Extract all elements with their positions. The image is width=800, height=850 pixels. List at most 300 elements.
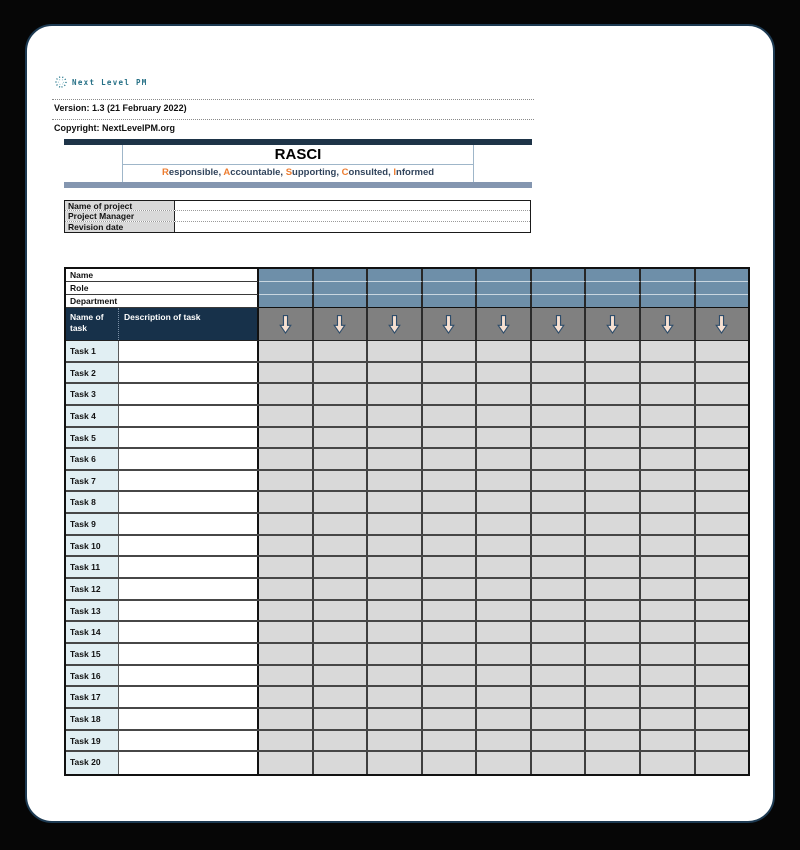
rasci-assignment-cell[interactable]	[532, 666, 587, 686]
rasci-assignment-cell[interactable]	[368, 449, 423, 469]
rasci-assignment-cell[interactable]	[259, 731, 314, 751]
rasci-assignment-cell[interactable]	[641, 601, 696, 621]
rasci-assignment-cell[interactable]	[477, 622, 532, 642]
rasci-assignment-cell[interactable]	[696, 579, 749, 599]
rasci-assignment-cell[interactable]	[423, 601, 478, 621]
rasci-assignment-cell[interactable]	[368, 644, 423, 664]
person-entry-cell[interactable]	[423, 282, 478, 295]
rasci-template-sheet	[25, 24, 775, 823]
subtitle-lead-letter: S	[285, 167, 293, 178]
rasci-assignment-cell[interactable]	[314, 449, 369, 469]
task-row	[66, 557, 748, 579]
person-entry-cell[interactable]	[532, 282, 587, 295]
task-name-cell[interactable]: Task 13	[66, 601, 119, 621]
task-row	[66, 644, 748, 666]
task-name-cell[interactable]: Task 17	[66, 687, 119, 707]
rasci-assignment-cell[interactable]	[423, 622, 478, 642]
person-entry-cell[interactable]	[259, 282, 314, 295]
rasci-assignment-cell[interactable]	[696, 666, 749, 686]
rasci-assignment-cell[interactable]	[641, 536, 696, 556]
rasci-assignment-cell[interactable]	[532, 557, 587, 577]
task-description-cell[interactable]	[119, 644, 259, 664]
rasci-assignment-cell[interactable]	[314, 687, 369, 707]
rasci-assignment-cell[interactable]	[368, 752, 423, 774]
rasci-assignment-cell[interactable]	[314, 341, 369, 361]
rasci-assignment-cell[interactable]	[423, 752, 478, 774]
rasci-assignment-cell[interactable]	[423, 363, 478, 383]
rasci-assignment-cell[interactable]	[259, 471, 314, 491]
task-description-cell[interactable]	[119, 492, 259, 512]
down-block-arrow-icon	[661, 314, 674, 335]
rasci-assignment-cell[interactable]	[586, 731, 641, 751]
rasci-assignment-cell[interactable]	[259, 428, 314, 448]
task-name-cell[interactable]: Task 1	[66, 341, 119, 361]
rasci-assignment-cell[interactable]	[477, 428, 532, 448]
rasci-assignment-cell[interactable]	[586, 384, 641, 404]
person-entry-cell[interactable]	[586, 269, 641, 282]
rasci-assignment-cell[interactable]	[259, 579, 314, 599]
task-description-cell[interactable]	[119, 666, 259, 686]
rasci-assignment-cell[interactable]	[259, 536, 314, 556]
rasci-assignment-cell[interactable]	[477, 471, 532, 491]
rasci-assignment-cell[interactable]	[532, 579, 587, 599]
rasci-assignment-cell[interactable]	[314, 622, 369, 642]
rasci-assignment-cell[interactable]	[586, 687, 641, 707]
task-row	[66, 406, 748, 428]
project-info-table	[64, 200, 531, 233]
task-name-cell[interactable]: Task 18	[66, 709, 119, 729]
rasci-assignment-cell[interactable]	[641, 471, 696, 491]
rasci-assignment-cell[interactable]	[423, 384, 478, 404]
rasci-assignment-cell[interactable]	[477, 666, 532, 686]
rasci-assignment-cell[interactable]	[477, 492, 532, 512]
rasci-assignment-cell[interactable]	[586, 752, 641, 774]
rasci-assignment-cell[interactable]	[314, 557, 369, 577]
rasci-assignment-cell[interactable]	[696, 341, 749, 361]
rasci-assignment-cell[interactable]	[641, 752, 696, 774]
rasci-assignment-cell[interactable]	[641, 363, 696, 383]
rasci-assignment-cell[interactable]	[532, 536, 587, 556]
dotted-divider	[52, 99, 534, 100]
rasci-assignment-cell[interactable]	[477, 644, 532, 664]
rasci-assignment-cell[interactable]	[532, 341, 587, 361]
rasci-assignment-cell[interactable]	[477, 363, 532, 383]
person-entry-cell[interactable]	[696, 269, 749, 282]
person-entry-cell[interactable]	[314, 282, 369, 295]
rasci-assignment-cell[interactable]	[641, 428, 696, 448]
rasci-assignment-cell[interactable]	[259, 644, 314, 664]
rasci-assignment-cell[interactable]	[696, 557, 749, 577]
task-description-cell[interactable]	[119, 471, 259, 491]
task-description-cell[interactable]	[119, 536, 259, 556]
rasci-assignment-cell[interactable]	[259, 752, 314, 774]
task-description-cell[interactable]	[119, 687, 259, 707]
rasci-assignment-cell[interactable]	[532, 709, 587, 729]
person-entry-cell[interactable]	[259, 269, 314, 282]
person-entry-cell[interactable]	[423, 295, 478, 308]
person-entry-cell[interactable]	[259, 295, 314, 308]
rasci-assignment-cell[interactable]	[259, 514, 314, 534]
rasci-assignment-cell[interactable]	[259, 384, 314, 404]
rasci-assignment-cell[interactable]	[696, 449, 749, 469]
rasci-assignment-cell[interactable]	[259, 363, 314, 383]
rasci-assignment-cell[interactable]	[423, 514, 478, 534]
rasci-assignment-cell[interactable]	[641, 384, 696, 404]
task-row	[66, 709, 748, 731]
rasci-assignment-cell[interactable]	[586, 471, 641, 491]
rasci-assignment-cell[interactable]	[368, 514, 423, 534]
rasci-assignment-cell[interactable]	[423, 709, 478, 729]
rasci-assignment-cell[interactable]	[696, 731, 749, 751]
rasci-assignment-cell[interactable]	[368, 384, 423, 404]
rasci-assignment-cell[interactable]	[586, 622, 641, 642]
person-entry-cell[interactable]	[641, 282, 696, 295]
rasci-assignment-cell[interactable]	[696, 709, 749, 729]
person-entry-cell[interactable]	[368, 269, 423, 282]
rasci-assignment-cell[interactable]	[423, 536, 478, 556]
task-name-cell[interactable]: Task 8	[66, 492, 119, 512]
project-info-row	[65, 211, 530, 221]
rasci-assignment-cell[interactable]	[368, 557, 423, 577]
task-description-cell[interactable]	[119, 449, 259, 469]
project-info-label: Project Manager	[65, 211, 175, 220]
task-row	[66, 363, 748, 385]
task-row	[66, 666, 748, 688]
rasci-assignment-cell[interactable]	[477, 514, 532, 534]
person-attribute-label: Role	[66, 282, 259, 295]
rasci-assignment-cell[interactable]	[477, 752, 532, 774]
matrix-header-row	[66, 308, 748, 341]
rasci-assignment-cell[interactable]	[586, 666, 641, 686]
rasci-assignment-cell[interactable]	[586, 557, 641, 577]
task-description-cell[interactable]	[119, 363, 259, 383]
rasci-assignment-cell[interactable]	[641, 644, 696, 664]
role-column-header-cell[interactable]	[696, 308, 749, 340]
rasci-assignment-cell[interactable]	[423, 449, 478, 469]
rasci-assignment-cell[interactable]	[314, 752, 369, 774]
rasci-assignment-cell[interactable]	[477, 731, 532, 751]
project-info-value-cell[interactable]	[175, 201, 530, 210]
rasci-assignment-cell[interactable]	[368, 363, 423, 383]
rasci-assignment-cell[interactable]	[532, 363, 587, 383]
rasci-assignment-cell[interactable]	[477, 709, 532, 729]
rasci-assignment-cell[interactable]	[314, 428, 369, 448]
rasci-assignment-cell[interactable]	[259, 492, 314, 512]
rasci-assignment-cell[interactable]	[477, 601, 532, 621]
rasci-assignment-cell[interactable]	[423, 731, 478, 751]
rasci-assignment-cell[interactable]	[423, 557, 478, 577]
rasci-assignment-cell[interactable]	[696, 471, 749, 491]
rasci-assignment-cell[interactable]	[477, 406, 532, 426]
task-description-cell[interactable]	[119, 752, 259, 774]
person-entry-cell[interactable]	[586, 295, 641, 308]
task-name-cell[interactable]: Task 19	[66, 731, 119, 751]
rasci-assignment-cell[interactable]	[696, 384, 749, 404]
rasci-assignment-cell[interactable]	[532, 406, 587, 426]
rasci-assignment-cell[interactable]	[586, 709, 641, 729]
person-attribute-label: Name	[66, 269, 259, 282]
rasci-assignment-cell[interactable]	[532, 687, 587, 707]
task-row	[66, 536, 748, 558]
rasci-assignment-cell[interactable]	[477, 384, 532, 404]
person-entry-cell[interactable]	[532, 269, 587, 282]
task-row	[66, 731, 748, 753]
rasci-assignment-cell[interactable]	[423, 666, 478, 686]
task-row	[66, 384, 748, 406]
rasci-assignment-cell[interactable]	[477, 449, 532, 469]
role-column-header-cell[interactable]	[423, 308, 478, 340]
rasci-assignment-cell[interactable]	[532, 622, 587, 642]
person-entry-cell[interactable]	[477, 295, 532, 308]
subtitle-word-rest: upporting	[292, 167, 337, 178]
rasci-assignment-cell[interactable]	[586, 363, 641, 383]
rasci-assignment-cell[interactable]	[423, 341, 478, 361]
rasci-assignment-cell[interactable]	[696, 492, 749, 512]
logo	[54, 75, 148, 89]
rasci-assignment-cell[interactable]	[368, 687, 423, 707]
rasci-assignment-cell[interactable]	[696, 601, 749, 621]
task-name-cell[interactable]: Task 15	[66, 644, 119, 664]
rasci-assignment-cell[interactable]	[532, 428, 587, 448]
task-name-cell[interactable]: Task 3	[66, 384, 119, 404]
rasci-assignment-cell[interactable]	[532, 449, 587, 469]
role-column-header-cell[interactable]	[477, 308, 532, 340]
subtitle-word-rest: ccountable	[230, 167, 281, 178]
rasci-assignment-cell[interactable]	[696, 406, 749, 426]
rasci-assignment-cell[interactable]	[696, 536, 749, 556]
person-entry-cell[interactable]	[314, 295, 369, 308]
task-description-cell[interactable]	[119, 557, 259, 577]
person-entry-cell[interactable]	[368, 282, 423, 295]
rasci-assignment-cell[interactable]	[586, 514, 641, 534]
rasci-assignment-cell[interactable]	[641, 449, 696, 469]
rasci-assignment-cell[interactable]	[314, 579, 369, 599]
person-entry-cell[interactable]	[368, 295, 423, 308]
task-description-cell[interactable]	[119, 428, 259, 448]
task-name-cell[interactable]: Task 12	[66, 579, 119, 599]
rasci-assignment-cell[interactable]	[423, 406, 478, 426]
task-name-cell[interactable]: Task 10	[66, 536, 119, 556]
person-entry-cell[interactable]	[423, 269, 478, 282]
rasci-assignment-cell[interactable]	[532, 752, 587, 774]
rasci-assignment-cell[interactable]	[368, 428, 423, 448]
page-title: RASCI	[123, 145, 473, 165]
task-name-cell[interactable]: Task 11	[66, 557, 119, 577]
rasci-assignment-cell[interactable]	[586, 406, 641, 426]
person-entry-cell[interactable]	[314, 269, 369, 282]
rasci-assignment-cell[interactable]	[259, 666, 314, 686]
rasci-assignment-cell[interactable]	[641, 622, 696, 642]
person-entry-cell[interactable]	[477, 269, 532, 282]
rasci-assignment-cell[interactable]	[586, 644, 641, 664]
rasci-assignment-cell[interactable]	[586, 492, 641, 512]
rasci-assignment-cell[interactable]	[477, 579, 532, 599]
rasci-assignment-cell[interactable]	[641, 731, 696, 751]
rasci-assignment-cell[interactable]	[368, 709, 423, 729]
rasci-assignment-cell[interactable]	[532, 471, 587, 491]
rasci-assignment-cell[interactable]	[259, 622, 314, 642]
person-attribute-row	[66, 295, 748, 308]
person-entry-cell[interactable]	[532, 295, 587, 308]
rasci-assignment-cell[interactable]	[696, 428, 749, 448]
rasci-assignment-cell[interactable]	[368, 341, 423, 361]
person-entry-cell[interactable]	[696, 282, 749, 295]
role-column-header-cell[interactable]	[259, 308, 314, 340]
rasci-assignment-cell[interactable]	[477, 536, 532, 556]
rasci-assignment-cell[interactable]	[641, 687, 696, 707]
person-entry-cell[interactable]	[641, 269, 696, 282]
rasci-assignment-cell[interactable]	[368, 601, 423, 621]
rasci-assignment-cell[interactable]	[586, 341, 641, 361]
down-block-arrow-icon	[442, 314, 455, 335]
rasci-assignment-cell[interactable]	[314, 644, 369, 664]
person-entry-cell[interactable]	[477, 282, 532, 295]
rasci-assignment-cell[interactable]	[641, 666, 696, 686]
task-name-cell[interactable]: Task 16	[66, 666, 119, 686]
task-description-cell[interactable]	[119, 406, 259, 426]
rasci-assignment-cell[interactable]	[259, 601, 314, 621]
rasci-assignment-cell[interactable]	[641, 709, 696, 729]
task-row	[66, 514, 748, 536]
rasci-assignment-cell[interactable]	[532, 514, 587, 534]
person-entry-cell[interactable]	[641, 295, 696, 308]
rasci-assignment-cell[interactable]	[259, 341, 314, 361]
task-description-cell[interactable]	[119, 384, 259, 404]
rasci-assignment-cell[interactable]	[368, 536, 423, 556]
rasci-assignment-cell[interactable]	[696, 363, 749, 383]
subtitle-word-rest: nformed	[396, 167, 435, 178]
rasci-assignment-cell[interactable]	[314, 363, 369, 383]
subtitle-lead-letter: C	[341, 167, 349, 178]
rasci-assignment-cell[interactable]	[641, 406, 696, 426]
rasci-assignment-cell[interactable]	[586, 428, 641, 448]
rasci-assignment-cell[interactable]	[696, 622, 749, 642]
rasci-assignment-cell[interactable]	[368, 406, 423, 426]
rasci-assignment-cell[interactable]	[314, 666, 369, 686]
person-entry-cell[interactable]	[696, 295, 749, 308]
rasci-assignment-cell[interactable]	[532, 601, 587, 621]
rasci-assignment-cell[interactable]	[368, 622, 423, 642]
task-row	[66, 752, 748, 774]
task-name-cell[interactable]: Task 2	[66, 363, 119, 383]
task-name-cell[interactable]: Task 7	[66, 471, 119, 491]
task-row	[66, 579, 748, 601]
task-description-cell[interactable]	[119, 579, 259, 599]
rasci-assignment-cell[interactable]	[314, 601, 369, 621]
rasci-assignment-cell[interactable]	[314, 471, 369, 491]
rasci-assignment-cell[interactable]	[477, 557, 532, 577]
rasci-assignment-cell[interactable]	[314, 406, 369, 426]
rasci-assignment-cell[interactable]	[314, 514, 369, 534]
project-info-value-cell[interactable]	[175, 211, 530, 220]
rasci-assignment-cell[interactable]	[314, 709, 369, 729]
role-column-header-cell[interactable]	[532, 308, 587, 340]
task-description-cell[interactable]	[119, 731, 259, 751]
rasci-assignment-cell[interactable]	[586, 601, 641, 621]
rasci-assignment-cell[interactable]	[696, 644, 749, 664]
rasci-assignment-cell[interactable]	[641, 557, 696, 577]
task-description-cell[interactable]	[119, 709, 259, 729]
rasci-assignment-cell[interactable]	[532, 492, 587, 512]
rasci-assignment-cell[interactable]	[368, 579, 423, 599]
task-name-header: Name of task	[66, 308, 119, 340]
role-column-header-cell[interactable]	[314, 308, 369, 340]
rasci-assignment-cell[interactable]	[532, 731, 587, 751]
project-info-value-cell[interactable]	[175, 222, 530, 232]
task-name-cell[interactable]: Task 9	[66, 514, 119, 534]
task-name-cell[interactable]: Task 5	[66, 428, 119, 448]
rasci-assignment-cell[interactable]	[586, 579, 641, 599]
rasci-assignment-cell[interactable]	[641, 579, 696, 599]
rasci-assignment-cell[interactable]	[696, 752, 749, 774]
rasci-assignment-cell[interactable]	[259, 557, 314, 577]
rasci-assignment-cell[interactable]	[586, 449, 641, 469]
rasci-assignment-cell[interactable]	[368, 666, 423, 686]
rasci-assignment-cell[interactable]	[477, 341, 532, 361]
task-description-cell[interactable]	[119, 622, 259, 642]
title-box	[122, 145, 474, 182]
rasci-assignment-cell[interactable]	[423, 471, 478, 491]
rasci-matrix	[64, 267, 750, 776]
rasci-assignment-cell[interactable]	[477, 687, 532, 707]
task-row	[66, 622, 748, 644]
person-attribute-row	[66, 282, 748, 295]
task-name-cell[interactable]: Task 20	[66, 752, 119, 774]
rasci-assignment-cell[interactable]	[368, 492, 423, 512]
task-name-cell[interactable]: Task 6	[66, 449, 119, 469]
rasci-assignment-cell[interactable]	[641, 341, 696, 361]
subtitle-lead-letter: A	[223, 167, 231, 178]
rasci-assignment-cell[interactable]	[532, 644, 587, 664]
rasci-assignment-cell[interactable]	[368, 471, 423, 491]
role-column-header-cell[interactable]	[641, 308, 696, 340]
task-row	[66, 601, 748, 623]
rasci-assignment-cell[interactable]	[259, 709, 314, 729]
rasci-assignment-cell[interactable]	[641, 492, 696, 512]
rasci-assignment-cell[interactable]	[696, 514, 749, 534]
rasci-assignment-cell[interactable]	[423, 687, 478, 707]
task-name-cell[interactable]: Task 4	[66, 406, 119, 426]
rasci-assignment-cell[interactable]	[368, 731, 423, 751]
rasci-assignment-cell[interactable]	[423, 644, 478, 664]
task-description-cell[interactable]	[119, 341, 259, 361]
rasci-assignment-cell[interactable]	[423, 579, 478, 599]
task-name-cell[interactable]: Task 14	[66, 622, 119, 642]
role-column-header-cell[interactable]	[368, 308, 423, 340]
person-attribute-label: Department	[66, 295, 259, 308]
subtitle-word-rest: onsulted	[348, 167, 389, 178]
rasci-assignment-cell[interactable]	[314, 384, 369, 404]
rasci-assignment-cell[interactable]	[259, 687, 314, 707]
task-description-cell[interactable]	[119, 601, 259, 621]
rasci-assignment-cell[interactable]	[696, 687, 749, 707]
rasci-assignment-cell[interactable]	[314, 536, 369, 556]
rasci-assignment-cell[interactable]	[586, 536, 641, 556]
rasci-assignment-cell[interactable]	[314, 492, 369, 512]
rasci-assignment-cell[interactable]	[259, 449, 314, 469]
subtitle-lead-letter: R	[161, 167, 169, 178]
role-column-header-cell[interactable]	[586, 308, 641, 340]
down-block-arrow-icon	[497, 314, 510, 335]
rasci-assignment-cell[interactable]	[641, 514, 696, 534]
rasci-assignment-cell[interactable]	[423, 492, 478, 512]
task-description-cell[interactable]	[119, 514, 259, 534]
person-entry-cell[interactable]	[586, 282, 641, 295]
rasci-assignment-cell[interactable]	[259, 406, 314, 426]
rasci-assignment-cell[interactable]	[423, 428, 478, 448]
rasci-assignment-cell[interactable]	[314, 731, 369, 751]
rasci-assignment-cell[interactable]	[532, 384, 587, 404]
